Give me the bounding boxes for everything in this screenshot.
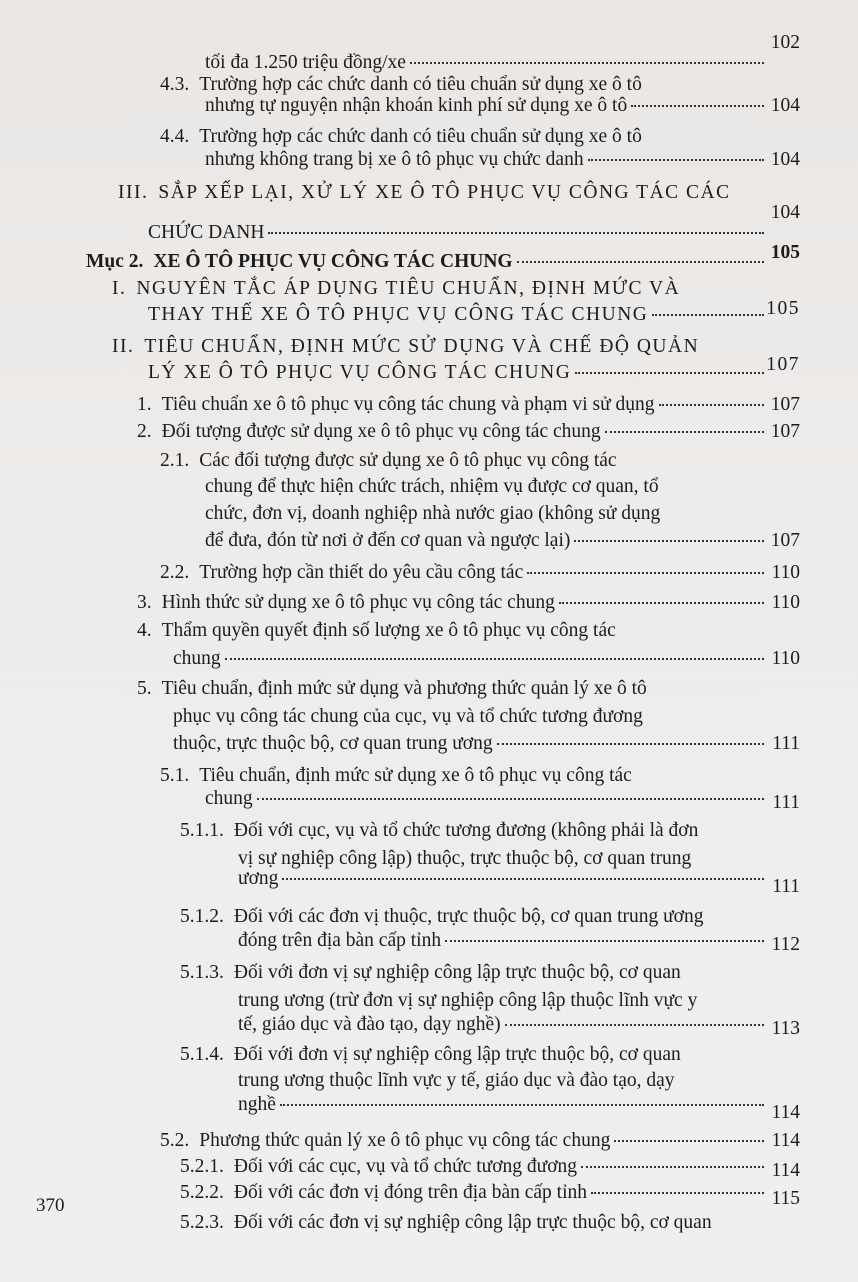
dot-leader (445, 940, 764, 942)
toc-entry-title: phục vụ công tác chung của cục, vụ và tổ chức tương đương (173, 706, 643, 727)
toc-entry-title: thuộc, trực thuộc bộ, cơ quan trung ương (173, 733, 493, 754)
toc-line (160, 1128, 800, 1154)
toc-line (112, 276, 800, 302)
toc-line (238, 1092, 800, 1123)
toc-page-ref: 107 (770, 394, 800, 415)
toc-entry-number: 5.1.2. (180, 906, 224, 927)
toc-entry-number: 5.1.4. (180, 1044, 224, 1065)
toc-entry-number: 1. (137, 394, 152, 415)
toc-entry-title: Đối với các đơn vị sự nghiệp công lập trực thuộc bộ, cơ quan (233, 1212, 712, 1233)
toc-line (205, 147, 800, 173)
dot-leader (588, 159, 764, 161)
toc-line (173, 646, 800, 672)
toc-line (137, 419, 800, 445)
toc-entry-title: ương (238, 868, 279, 889)
toc-entry-title: Các đối tượng được sử dụng xe ô tô phục vụ công tác (199, 450, 617, 471)
toc-entry-title: Đối với cục, vụ và tổ chức tương đương (không phải là đơn (233, 820, 699, 841)
toc-entry-number: 2.1. (160, 450, 190, 471)
dot-leader (225, 658, 764, 660)
dot-leader (527, 572, 764, 574)
toc-line (180, 1154, 800, 1180)
toc-page-ref: 111 (772, 792, 800, 813)
toc-entry-title: Tiêu chuẩn xe ô tô phục vụ công tác chung và phạm vi sử dụng (161, 394, 655, 415)
toc-page-ref: 110 (771, 592, 800, 613)
dot-leader (574, 540, 764, 542)
toc-page-ref: 111 (772, 876, 800, 897)
toc-entry-title: Trường hợp các chức danh có tiêu chuẩn sử dụng xe ô tô (199, 126, 642, 147)
toc-entry-title: chung để thực hiện chức trách, nhiệm vụ được cơ quan, tổ (205, 476, 659, 497)
toc-line (180, 960, 800, 986)
dot-leader (280, 1104, 764, 1106)
toc-page-ref: 107 (766, 354, 800, 375)
toc-page-ref: 104 (770, 202, 800, 223)
dot-leader (591, 1192, 764, 1194)
toc-line (148, 298, 800, 328)
toc-line (148, 354, 800, 386)
toc-entry-title: SẮP XẾP LẠI, XỬ LÝ XE Ô TÔ PHỤC VỤ CÔNG TÁC CÁC (158, 182, 731, 203)
toc-entry-title: vị sự nghiệp công lập) thuộc, trực thuộc bộ, cơ quan trung (238, 848, 692, 869)
toc-page-ref: 110 (771, 648, 800, 669)
toc-entry-title: Tiêu chuẩn, định mức sử dụng xe ô tô phục vụ công tác (199, 765, 632, 786)
toc-entry-title: nhưng không trang bị xe ô tô phục vụ chức danh (205, 149, 584, 170)
toc-entry-number: 2.2. (160, 562, 190, 583)
toc-entry-title: Hình thức sử dụng xe ô tô phục vụ công tác chung (161, 592, 555, 613)
toc-entry-title: chức, đơn vị, doanh nghiệp nhà nước giao (không sử dụng (205, 503, 661, 524)
dot-leader (605, 431, 764, 433)
toc-entry-title: Thẩm quyền quyết định số lượng xe ô tô phục vụ công tác (161, 620, 616, 641)
dot-leader (559, 602, 764, 604)
toc-line (205, 501, 800, 527)
toc-entry-number: 3. (137, 592, 152, 613)
toc-line (238, 1012, 800, 1038)
toc-entry-title: Trường hợp các chức danh có tiêu chuẩn sử dụng xe ô tô (199, 74, 642, 95)
toc-entry-number: II. (112, 336, 135, 357)
toc-line (173, 731, 800, 757)
toc-line (180, 818, 800, 844)
toc-line (137, 618, 800, 644)
toc-page-ref: 112 (771, 934, 800, 955)
toc-entry-number: Mục 2. (86, 251, 144, 272)
toc-entry-title: CHỨC DANH (148, 222, 265, 243)
toc-entry-title: chung (173, 648, 221, 669)
toc-entry-title: tế, giáo dục và đào tạo, dạy nghề) (238, 1014, 501, 1035)
toc-page-ref: 113 (771, 1018, 800, 1039)
dot-leader (282, 878, 764, 880)
toc-entry-number: 5.1. (160, 765, 190, 786)
toc-entry-title: Đối với đơn vị sự nghiệp công lập trực thuộc bộ, cơ quan (233, 962, 681, 983)
toc-entry-number: III. (118, 182, 149, 203)
toc-entry-title: trung ương (trừ đơn vị sự nghiệp công lập thuộc lĩnh vực y (238, 990, 698, 1011)
toc-line (118, 180, 800, 206)
toc-line (238, 928, 800, 954)
toc-page-ref: 111 (772, 733, 800, 754)
page-number: 370 (36, 1195, 65, 1216)
toc-entry-title: Phương thức quản lý xe ô tô phục vụ công tác chung (199, 1130, 611, 1151)
toc-line (205, 528, 800, 554)
dot-leader (410, 62, 764, 64)
dot-leader (497, 743, 764, 745)
toc-line (173, 704, 800, 730)
toc-page-ref: 114 (771, 1160, 800, 1181)
dot-leader (659, 404, 764, 406)
toc-entry-number: 5.1.1. (180, 820, 224, 841)
toc-line (148, 202, 800, 246)
toc-entry-number: 5.2.1. (180, 1156, 224, 1177)
toc-page-ref: 107 (770, 421, 800, 442)
toc-entry-title: để đưa, đón từ nơi ở đến cơ quan và ngược lại) (205, 530, 571, 551)
toc-entry-title: nhưng tự nguyện nhận khoán kinh phí sử dụng xe ô tô (205, 95, 628, 116)
toc-entry-title: chung (205, 788, 253, 809)
toc-entry-number: 4.3. (160, 74, 190, 95)
dot-leader (614, 1140, 764, 1142)
toc-line (205, 474, 800, 500)
toc-line (137, 676, 800, 702)
toc-line (137, 590, 800, 616)
toc-entry-number: 5. (137, 678, 152, 699)
toc-entry-title: LÝ XE Ô TÔ PHỤC VỤ CÔNG TÁC CHUNG (148, 362, 572, 383)
toc-line (112, 334, 800, 360)
toc-entry-title: Tiêu chuẩn, định mức sử dụng và phương thức quản lý xe ô tô (161, 678, 647, 699)
toc-line (205, 93, 800, 119)
dot-leader (257, 798, 764, 800)
toc-page-ref: 104 (770, 95, 800, 116)
toc-entry-title: trung ương thuộc lĩnh vực y tế, giáo dục và đào tạo, dạy (238, 1070, 675, 1091)
toc-line (137, 392, 800, 418)
toc-page-ref: 110 (771, 562, 800, 583)
toc-entry-title: TIÊU CHUẨN, ĐỊNH MỨC SỬ DỤNG VÀ CHẾ ĐỘ QUẢN (144, 336, 700, 357)
toc-entry-title: Trường hợp cần thiết do yêu cầu công tác (199, 562, 524, 583)
toc-entry-title: tối đa 1.250 triệu đồng/xe (205, 52, 406, 73)
toc-entry-number: 5.1.3. (180, 962, 224, 983)
dot-leader (581, 1166, 764, 1168)
toc-page-ref: 105 (766, 298, 800, 319)
toc-entry-title: NGUYÊN TẮC ÁP DỤNG TIÊU CHUẨN, ĐỊNH MỨC VÀ (136, 278, 681, 299)
toc-page-ref: 114 (771, 1130, 800, 1151)
toc-page-ref: 114 (771, 1102, 800, 1123)
dot-leader (268, 232, 764, 234)
toc-entry-number: 4.4. (160, 126, 190, 147)
toc-page-ref: 104 (770, 149, 800, 170)
toc-entry-title: nghề (238, 1094, 276, 1115)
toc-entry-number: 4. (137, 620, 152, 641)
dot-leader (517, 261, 764, 263)
toc-page-ref: 102 (770, 32, 800, 53)
toc-line (205, 786, 800, 812)
toc-entry-title: Đối với các cục, vụ và tổ chức tương đương (233, 1156, 578, 1177)
toc-page-ref: 105 (770, 242, 800, 263)
toc-line (238, 866, 800, 897)
dot-leader (652, 314, 764, 316)
toc-line (238, 1068, 800, 1094)
toc-line (180, 1180, 800, 1209)
toc-entry-number: 5.2.2. (180, 1182, 224, 1203)
toc-page-ref: 115 (771, 1188, 800, 1209)
toc-entry-title: Đối với các đơn vị thuộc, trực thuộc bộ, cơ quan trung ương (233, 906, 704, 927)
dot-leader (505, 1024, 764, 1026)
toc-line (160, 560, 800, 586)
toc-line (180, 904, 800, 930)
toc-line (160, 448, 800, 474)
toc-line (238, 988, 800, 1014)
dot-leader (575, 372, 764, 374)
toc-entry-number: 5.2.3. (180, 1212, 224, 1233)
toc-entry-title: đóng trên địa bàn cấp tỉnh (238, 930, 442, 951)
toc-line (180, 1210, 800, 1236)
dot-leader (631, 105, 764, 107)
toc-entry-title: THAY THẾ XE Ô TÔ PHỤC VỤ CÔNG TÁC CHUNG (148, 304, 649, 325)
toc-entry-title: Đối tượng được sử dụng xe ô tô phục vụ công tác chung (161, 421, 601, 442)
toc-entry-title: Đối với các đơn vị đóng trên địa bàn cấp tỉnh (233, 1182, 587, 1203)
toc-line (180, 1042, 800, 1068)
toc-entry-number: 5.2. (160, 1130, 190, 1151)
toc-entry-number: 2. (137, 421, 152, 442)
toc-line (86, 242, 800, 275)
toc-entry-number: I. (112, 278, 127, 299)
toc-entry-title: Đối với đơn vị sự nghiệp công lập trực thuộc bộ, cơ quan (233, 1044, 681, 1065)
toc-page-ref: 107 (770, 530, 800, 551)
toc-entry-title: XE Ô TÔ PHỤC VỤ CÔNG TÁC CHUNG (153, 251, 513, 272)
